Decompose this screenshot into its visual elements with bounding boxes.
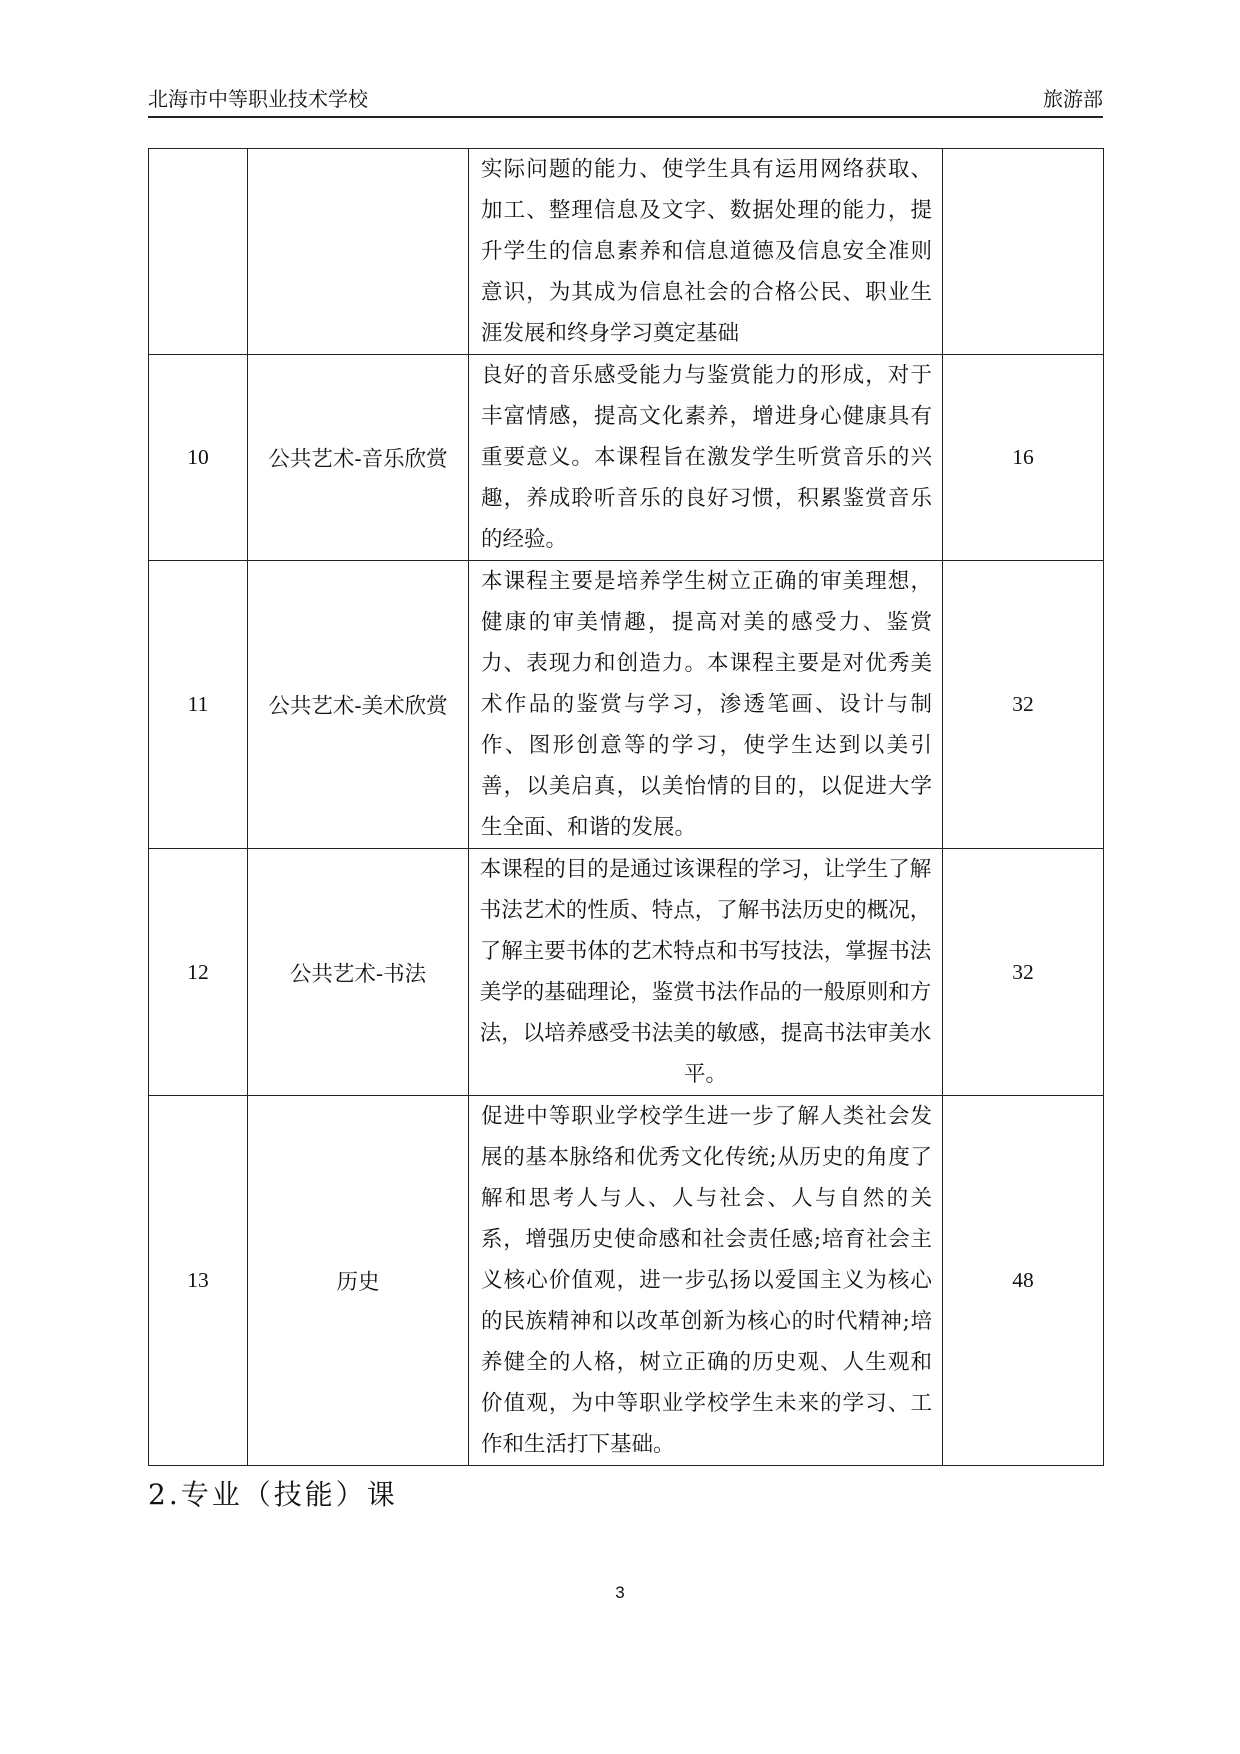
course-name: 公共艺术-美术欣赏	[248, 561, 469, 849]
school-name: 北海市中等职业技术学校	[148, 87, 368, 111]
course-hours: 32	[943, 561, 1104, 849]
row-number: 10	[149, 355, 248, 561]
table-row	[149, 1096, 1104, 1466]
table-row	[149, 149, 1104, 355]
course-name	[248, 149, 469, 355]
course-hours: 48	[943, 1096, 1104, 1466]
course-description: 实际问题的能力、使学生具有运用网络获取、加工、整理信息及文字、数据处理的能力，提升学生的信息素养和信息道德及信息安全准则意识，为其成为信息社会的合格公民、职业生涯发展和终身学习奠定基础	[469, 149, 943, 355]
row-number: 12	[149, 849, 248, 1096]
table-row	[149, 561, 1104, 849]
course-description: 促进中等职业学校学生进一步了解人类社会发展的基本脉络和优秀文化传统;从历史的角度了解和思考人与人、人与社会、人与自然的关系，增强历史使命感和社会责任感;培育社会主义核心价值观，进一步弘扬以爱国主义为核心的民族精神和以改革创新为核心的时代精神;培养健全的人格，树立正确的历史观、人生观和价值观，为中等职业学校学生未来的学习、工作和生活打下基础。	[469, 1096, 943, 1466]
course-hours	[943, 149, 1104, 355]
course-description: 本课程的目的是通过该课程的学习，让学生了解书法艺术的性质、特点，了解书法历史的概况，了解主要书体的艺术特点和书写技法，掌握书法美学的基础理论，鉴赏书法作品的一般原则和方法，以培养感受书法美的敏感，提高书法审美水平。	[469, 849, 943, 1096]
page-header	[148, 86, 1103, 118]
row-number: 11	[149, 561, 248, 849]
row-number: 13	[149, 1096, 248, 1466]
table-row	[149, 849, 1104, 1096]
course-description: 本课程主要是培养学生树立正确的审美理想，健康的审美情趣，提高对美的感受力、鉴赏力、表现力和创造力。本课程主要是对优秀美术作品的鉴赏与学习，渗透笔画、设计与制作、图形创意等的学习，使学生达到以美引善，以美启真，以美怡情的目的，以促进大学生全面、和谐的发展。	[469, 561, 943, 849]
course-hours: 32	[943, 849, 1104, 1096]
course-name: 公共艺术-音乐欣赏	[248, 355, 469, 561]
section-heading: 2.专业（技能）课	[148, 1478, 398, 1511]
page-number: 3	[615, 1583, 625, 1602]
course-name: 历史	[248, 1096, 469, 1466]
course-description: 良好的音乐感受能力与鉴赏能力的形成，对于丰富情感，提高文化素养，增进身心健康具有重要意义。本课程旨在激发学生听赏音乐的兴趣，养成聆听音乐的良好习惯，积累鉴赏音乐的经验。	[469, 355, 943, 561]
course-name: 公共艺术-书法	[248, 849, 469, 1096]
course-hours: 16	[943, 355, 1104, 561]
row-number	[149, 149, 248, 355]
table-row	[149, 355, 1104, 561]
department-name: 旅游部	[1043, 87, 1103, 111]
course-table	[148, 148, 1104, 1466]
